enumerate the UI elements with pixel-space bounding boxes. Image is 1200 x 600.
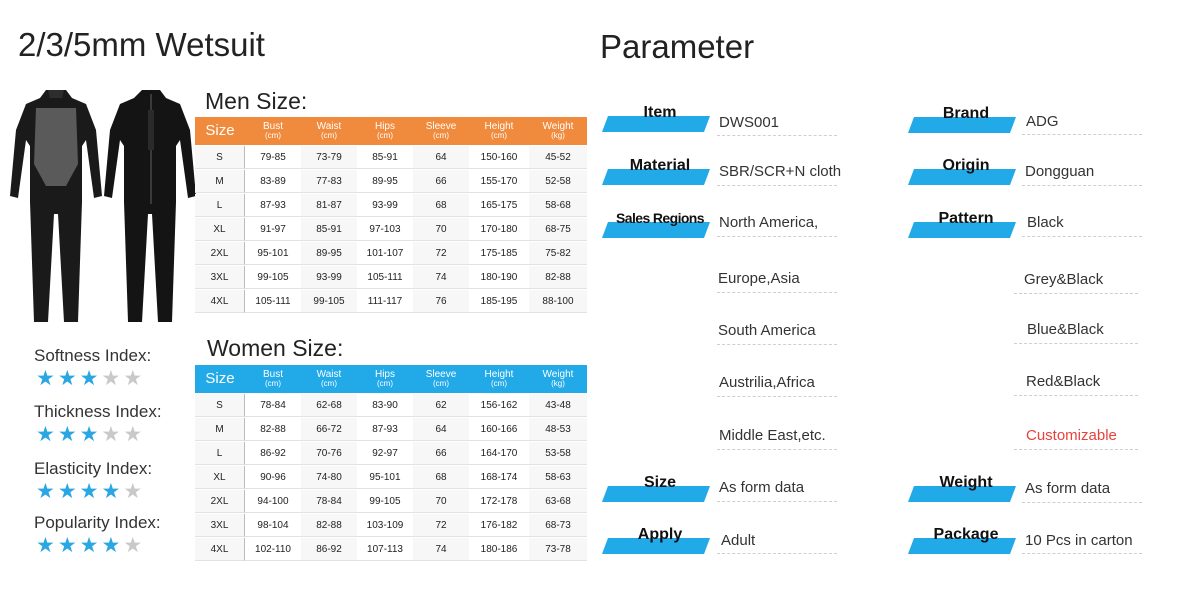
divider <box>1022 185 1142 186</box>
divider <box>1014 449 1138 450</box>
table-cell: 66 <box>413 170 469 193</box>
table-cell: 75-82 <box>529 242 587 265</box>
women-header-cell <box>301 365 357 393</box>
women-header-unit: (cm) <box>377 379 393 389</box>
women-header-cell <box>413 365 469 393</box>
table-row <box>195 146 587 169</box>
table-cell: 175-185 <box>469 242 529 265</box>
table-cell: 43-48 <box>529 394 587 417</box>
table-cell: 93-99 <box>357 194 413 217</box>
women-header-label: Waist <box>316 368 342 380</box>
table-cell: 99-105 <box>301 290 357 313</box>
param-sales-region-1: North America, <box>719 214 819 231</box>
table-cell: 3XL <box>195 514 245 537</box>
table-cell: 82-88 <box>301 514 357 537</box>
table-cell: 68-75 <box>529 218 587 241</box>
star-rating <box>36 533 145 558</box>
table-cell: 99-105 <box>245 266 301 289</box>
men-header-unit: (cm) <box>377 131 393 141</box>
table-cell: 88-100 <box>529 290 587 313</box>
table-cell: 185-195 <box>469 290 529 313</box>
table-cell: 180-186 <box>469 538 529 561</box>
table-row <box>195 194 587 217</box>
table-cell: 111-117 <box>357 290 413 313</box>
men-header-unit: (cm) <box>433 131 449 141</box>
param-size-label: Size <box>643 474 676 491</box>
table-cell: 107-113 <box>357 538 413 561</box>
women-header-cell <box>357 365 413 393</box>
table-cell: 63-68 <box>529 490 587 513</box>
table-row <box>195 466 587 489</box>
men-header-cell <box>413 117 469 145</box>
women-header-unit: (cm) <box>491 379 507 389</box>
divider <box>717 553 837 554</box>
table-cell: XL <box>195 466 245 489</box>
star-icon: ★ <box>123 534 146 557</box>
table-cell: 58-68 <box>529 194 587 217</box>
param-item-label: Item <box>643 104 677 121</box>
table-cell: 62 <box>413 394 469 417</box>
star-icon: ★ <box>101 423 124 446</box>
star-icon: ★ <box>57 367 80 390</box>
param-sales-region-4: Austrilia,Africa <box>719 374 815 391</box>
table-cell: 79-85 <box>245 146 301 169</box>
table-cell: S <box>195 146 245 169</box>
param-package-value: 10 Pcs in carton <box>1025 532 1133 549</box>
table-row <box>195 538 587 561</box>
table-cell: 156-162 <box>469 394 529 417</box>
table-row <box>195 514 587 537</box>
table-row <box>195 170 587 193</box>
param-origin-value: Dongguan <box>1025 163 1095 180</box>
table-cell: 165-175 <box>469 194 529 217</box>
table-cell: 90-96 <box>245 466 301 489</box>
star-rating <box>36 422 145 447</box>
table-cell: 4XL <box>195 538 245 561</box>
table-cell: 92-97 <box>357 442 413 465</box>
women-header-label: Sleeve <box>425 368 457 380</box>
table-cell: 87-93 <box>245 194 301 217</box>
parameter-title: Parameter <box>600 28 755 65</box>
param-pattern-2: Grey&Black <box>1024 271 1104 288</box>
men-header-label: Bust <box>262 120 283 132</box>
table-cell: 66-72 <box>301 418 357 441</box>
divider <box>717 396 837 397</box>
param-item-tag <box>602 104 710 138</box>
table-cell: 172-178 <box>469 490 529 513</box>
table-cell: 74 <box>413 266 469 289</box>
table-cell: 66 <box>413 442 469 465</box>
table-cell: 70 <box>413 490 469 513</box>
param-pattern-customizable: Customizable <box>1026 427 1117 444</box>
divider <box>717 236 837 237</box>
divider <box>1022 553 1142 554</box>
table-cell: 101-107 <box>357 242 413 265</box>
param-pattern-label: Pattern <box>938 210 994 227</box>
table-cell: 95-101 <box>245 242 301 265</box>
women-header-cell <box>245 365 301 393</box>
table-cell: 58-63 <box>529 466 587 489</box>
star-icon: ★ <box>101 367 124 390</box>
param-apply-value: Adult <box>721 532 756 549</box>
star-icon: ★ <box>36 367 58 390</box>
param-sales-region-2: Europe,Asia <box>718 270 800 287</box>
table-cell: 98-104 <box>245 514 301 537</box>
table-row <box>195 242 587 265</box>
table-cell: 86-92 <box>245 442 301 465</box>
param-brand-value: ADG <box>1026 113 1059 130</box>
men-header-cell: Size <box>195 117 245 145</box>
women-size-table <box>195 364 587 562</box>
men-size-caption: Men Size: <box>205 88 308 114</box>
table-cell: 103-109 <box>357 514 413 537</box>
men-header-unit: (cm) <box>491 131 507 141</box>
param-brand-label: Brand <box>942 105 990 122</box>
table-cell: 180-190 <box>469 266 529 289</box>
param-pattern-3: Blue&Black <box>1027 321 1104 338</box>
table-cell: 3XL <box>195 266 245 289</box>
men-header-unit: (cm) <box>321 131 337 141</box>
women-header-label: Weight <box>542 368 574 380</box>
table-cell: 64 <box>413 146 469 169</box>
men-header-label: Weight <box>542 120 574 132</box>
men-header-cell <box>469 117 529 145</box>
table-cell: 4XL <box>195 290 245 313</box>
param-package-tag <box>908 526 1016 560</box>
men-size-table <box>195 116 587 314</box>
param-apply-label: Apply <box>637 526 683 543</box>
men-header-cell <box>357 117 413 145</box>
star-icon: ★ <box>57 534 80 557</box>
table-cell: XL <box>195 218 245 241</box>
star-rating <box>36 479 145 504</box>
table-cell: 68 <box>413 194 469 217</box>
star-icon: ★ <box>57 480 80 503</box>
param-brand-tag <box>908 105 1016 139</box>
param-sales-region-3: South America <box>718 322 816 339</box>
divider <box>1022 134 1142 135</box>
star-icon: ★ <box>101 534 124 557</box>
table-cell: 95-101 <box>357 466 413 489</box>
table-cell: 78-84 <box>245 394 301 417</box>
table-row <box>195 394 587 417</box>
table-row <box>195 418 587 441</box>
table-cell: 89-95 <box>301 242 357 265</box>
table-cell: 68 <box>413 466 469 489</box>
men-header-cell <box>529 117 587 145</box>
param-sales-regions-tag <box>602 210 710 244</box>
star-icon: ★ <box>79 534 102 557</box>
table-cell: 97-103 <box>357 218 413 241</box>
divider <box>717 135 837 136</box>
table-cell: 2XL <box>195 490 245 513</box>
table-cell: 45-52 <box>529 146 587 169</box>
men-header-cell <box>301 117 357 145</box>
table-cell: 94-100 <box>245 490 301 513</box>
table-cell: 176-182 <box>469 514 529 537</box>
women-size-caption: Women Size: <box>207 335 344 361</box>
men-header-label: Sleeve <box>425 120 457 132</box>
men-header-unit: (kg) <box>551 131 565 141</box>
divider <box>717 185 837 186</box>
divider <box>717 449 837 450</box>
table-cell: M <box>195 418 245 441</box>
table-cell: L <box>195 194 245 217</box>
table-cell: 82-88 <box>529 266 587 289</box>
table-cell: M <box>195 170 245 193</box>
table-cell: 73-79 <box>301 146 357 169</box>
table-cell: 68-73 <box>529 514 587 537</box>
table-cell: 160-166 <box>469 418 529 441</box>
table-cell: 99-105 <box>357 490 413 513</box>
men-header-unit: (cm) <box>265 131 281 141</box>
table-row <box>195 442 587 465</box>
table-cell: 2XL <box>195 242 245 265</box>
table-cell: 102-110 <box>245 538 301 561</box>
table-cell: 150-160 <box>469 146 529 169</box>
star-icon: ★ <box>79 480 102 503</box>
param-package-label: Package <box>933 526 999 543</box>
table-cell: 76 <box>413 290 469 313</box>
rating-label: Elasticity Index: <box>34 459 153 478</box>
divider <box>717 292 837 293</box>
rating-label: Softness Index: <box>34 346 152 365</box>
table-cell: 87-93 <box>357 418 413 441</box>
table-cell: 72 <box>413 514 469 537</box>
table-cell: 64 <box>413 418 469 441</box>
param-sales-regions-label: Sales Regions <box>616 210 704 226</box>
table-cell: 105-111 <box>245 290 301 313</box>
table-row <box>195 290 587 313</box>
men-header-label: Height <box>484 120 514 132</box>
table-cell: 105-111 <box>357 266 413 289</box>
param-pattern-tag <box>908 210 1016 244</box>
star-icon: ★ <box>123 367 146 390</box>
rating-label: Popularity Index: <box>34 513 161 532</box>
table-cell: 89-95 <box>357 170 413 193</box>
table-row <box>195 490 587 513</box>
table-cell: 74 <box>413 538 469 561</box>
table-cell: 168-174 <box>469 466 529 489</box>
param-material-tag <box>602 157 710 191</box>
wetsuit-front-image <box>8 86 104 326</box>
param-size-value: As form data <box>719 479 805 496</box>
param-weight-tag <box>908 474 1016 508</box>
divider <box>1014 343 1138 344</box>
star-icon: ★ <box>79 367 102 390</box>
women-header-cell <box>469 365 529 393</box>
table-cell: 70 <box>413 218 469 241</box>
table-cell: 91-97 <box>245 218 301 241</box>
table-cell: 81-87 <box>301 194 357 217</box>
table-cell: S <box>195 394 245 417</box>
star-icon: ★ <box>101 480 124 503</box>
table-cell: 85-91 <box>357 146 413 169</box>
table-cell: 82-88 <box>245 418 301 441</box>
wetsuit-back-image <box>104 86 198 326</box>
page-title: 2/3/5mm Wetsuit <box>18 26 265 63</box>
table-cell: 72 <box>413 242 469 265</box>
women-header-cell <box>529 365 587 393</box>
men-header-cell <box>245 117 301 145</box>
divider <box>1014 293 1138 294</box>
women-header-unit: (cm) <box>433 379 449 389</box>
param-weight-label: Weight <box>939 474 993 491</box>
table-cell: 83-89 <box>245 170 301 193</box>
men-header-label: Waist <box>316 120 342 132</box>
table-cell: 52-58 <box>529 170 587 193</box>
star-icon: ★ <box>57 423 80 446</box>
star-icon: ★ <box>79 423 102 446</box>
param-origin-label: Origin <box>942 157 990 174</box>
women-header-unit: (cm) <box>265 379 281 389</box>
table-cell: 86-92 <box>301 538 357 561</box>
param-apply-tag <box>602 526 710 560</box>
divider <box>717 344 837 345</box>
divider <box>717 501 837 502</box>
table-cell: 53-58 <box>529 442 587 465</box>
divider <box>1014 395 1138 396</box>
men-header-label: Hips <box>374 120 395 132</box>
women-header-label: Height <box>484 368 514 380</box>
table-cell: 62-68 <box>301 394 357 417</box>
table-cell: 155-170 <box>469 170 529 193</box>
women-header-unit: (cm) <box>321 379 337 389</box>
table-cell: 77-83 <box>301 170 357 193</box>
table-cell: L <box>195 442 245 465</box>
table-cell: 93-99 <box>301 266 357 289</box>
param-material-value: SBR/SCR+N cloth <box>719 163 842 180</box>
table-cell: 74-80 <box>301 466 357 489</box>
param-sales-region-5: Middle East,etc. <box>719 427 826 444</box>
table-cell: 70-76 <box>301 442 357 465</box>
women-header-label: Bust <box>262 368 283 380</box>
star-icon: ★ <box>123 423 146 446</box>
star-rating <box>36 366 145 391</box>
table-cell: 85-91 <box>301 218 357 241</box>
table-row <box>195 266 587 289</box>
param-material-label: Material <box>629 157 691 174</box>
param-pattern-4: Red&Black <box>1026 373 1101 390</box>
women-header-label: Hips <box>374 368 395 380</box>
star-icon: ★ <box>123 480 146 503</box>
param-origin-tag <box>908 157 1016 191</box>
table-cell: 170-180 <box>469 218 529 241</box>
star-icon: ★ <box>36 480 58 503</box>
women-header-unit: (kg) <box>551 379 565 389</box>
divider <box>1022 502 1142 503</box>
table-cell: 73-78 <box>529 538 587 561</box>
star-icon: ★ <box>36 423 58 446</box>
table-cell: 83-90 <box>357 394 413 417</box>
param-size-tag <box>602 474 710 508</box>
table-cell: 78-84 <box>301 490 357 513</box>
women-header-cell: Size <box>195 365 245 393</box>
param-item-value: DWS001 <box>719 114 780 131</box>
table-cell: 164-170 <box>469 442 529 465</box>
divider <box>1022 236 1142 237</box>
table-row <box>195 218 587 241</box>
param-pattern-1: Black <box>1027 214 1064 231</box>
table-cell: 48-53 <box>529 418 587 441</box>
star-icon: ★ <box>36 534 58 557</box>
param-weight-value: As form data <box>1025 480 1111 497</box>
rating-label: Thickness Index: <box>34 402 162 421</box>
